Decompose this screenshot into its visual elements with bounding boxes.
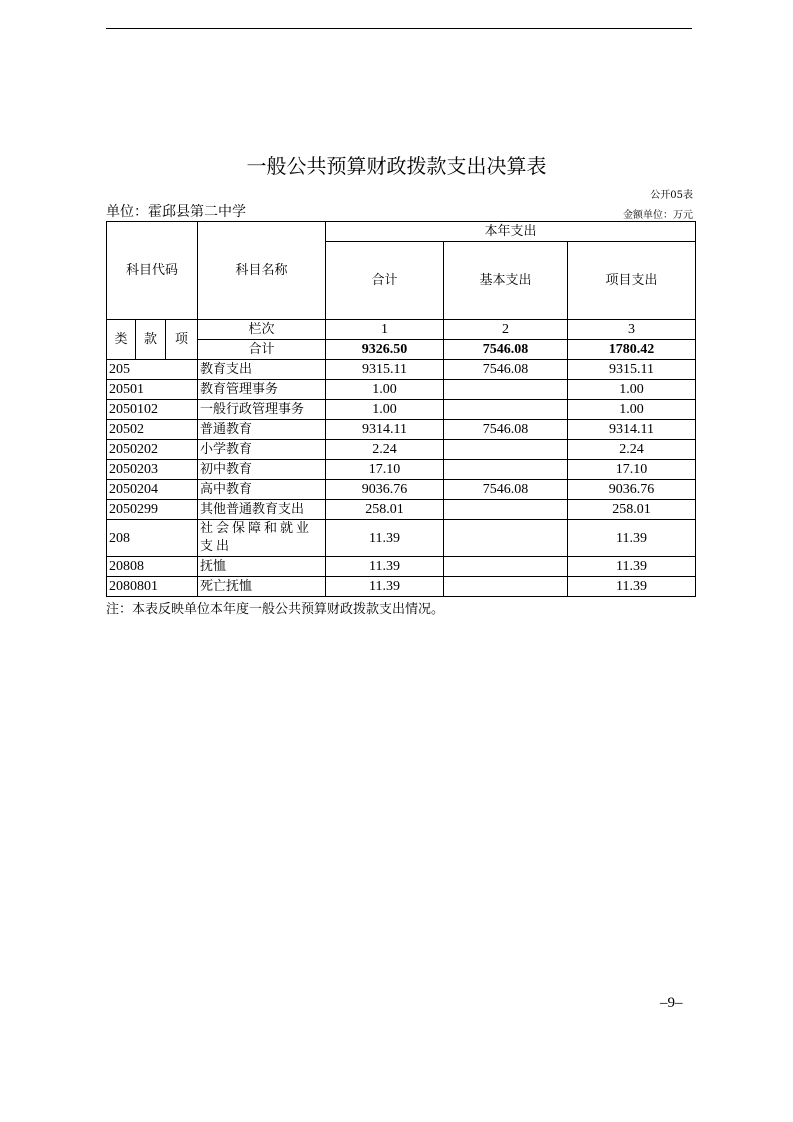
table-row [107, 480, 696, 500]
row-total: 1.00 [326, 380, 444, 400]
row-name: 普通教育 [198, 420, 326, 440]
header-kuan: 款 [136, 320, 166, 360]
sum-project: 1780.42 [568, 340, 696, 360]
row-basic [444, 577, 568, 597]
row-name: 初中教育 [198, 460, 326, 480]
sum-label: 合计 [198, 340, 326, 360]
table-row [107, 360, 696, 380]
row-name: 社会保障和就业支出 [198, 520, 326, 557]
row-code: 2050202 [107, 440, 198, 460]
row-project: 258.01 [568, 500, 696, 520]
column-2: 2 [444, 320, 568, 340]
table-row [107, 420, 696, 440]
header-project: 项目支出 [568, 242, 696, 320]
money-unit-label: 金额单位：万元 [623, 210, 693, 221]
row-basic [444, 460, 568, 480]
row-code: 205 [107, 360, 198, 380]
row-basic [444, 440, 568, 460]
sum-basic: 7546.08 [444, 340, 568, 360]
table-row [107, 400, 696, 420]
form-number: 公开05表 [650, 190, 693, 201]
row-total: 9036.76 [326, 480, 444, 500]
row-code: 2050203 [107, 460, 198, 480]
row-total: 1.00 [326, 400, 444, 420]
header-name: 科目名称 [198, 222, 326, 320]
column-label: 栏次 [198, 320, 326, 340]
row-project: 1.00 [568, 400, 696, 420]
unit-label: 单位：霍邱县第二中学 [106, 204, 246, 220]
row-total: 9315.11 [326, 360, 444, 380]
header-lei: 类 [107, 320, 136, 360]
row-name: 一般行政管理事务 [198, 400, 326, 420]
row-project: 1.00 [568, 380, 696, 400]
row-total: 2.24 [326, 440, 444, 460]
row-name: 死亡抚恤 [198, 577, 326, 597]
row-code: 2050204 [107, 480, 198, 500]
row-project: 2.24 [568, 440, 696, 460]
row-project: 9314.11 [568, 420, 696, 440]
row-project: 9315.11 [568, 360, 696, 380]
row-code: 2080801 [107, 577, 198, 597]
row-basic [444, 557, 568, 577]
table-note: 注：本表反映单位本年度一般公共预算财政拨款支出情况。 [106, 602, 445, 617]
table-row [107, 577, 696, 597]
table-row [107, 460, 696, 480]
row-code: 20502 [107, 420, 198, 440]
row-total: 17.10 [326, 460, 444, 480]
page-number: –9– [660, 995, 683, 1011]
table-row [107, 557, 696, 577]
row-name: 其他普通教育支出 [198, 500, 326, 520]
row-total: 258.01 [326, 500, 444, 520]
row-project: 9036.76 [568, 480, 696, 500]
header-xiang: 项 [166, 320, 198, 360]
table-row [107, 500, 696, 520]
row-basic [444, 520, 568, 557]
row-project: 11.39 [568, 577, 696, 597]
row-name: 抚恤 [198, 557, 326, 577]
row-basic: 7546.08 [444, 420, 568, 440]
row-basic [444, 380, 568, 400]
page-title: 一般公共预算财政拨款支出决算表 [246, 154, 547, 178]
row-name: 小学教育 [198, 440, 326, 460]
table-row [107, 520, 696, 557]
row-basic [444, 500, 568, 520]
expense-table [106, 221, 696, 597]
header-total: 合计 [326, 242, 444, 320]
column-3: 3 [568, 320, 696, 340]
sum-total: 9326.50 [326, 340, 444, 360]
row-code: 208 [107, 520, 198, 557]
row-code: 2050102 [107, 400, 198, 420]
row-name: 教育管理事务 [198, 380, 326, 400]
row-total: 11.39 [326, 520, 444, 557]
row-total: 11.39 [326, 577, 444, 597]
header-code: 科目代码 [107, 222, 198, 320]
header-year-expense: 本年支出 [326, 222, 696, 242]
row-total: 11.39 [326, 557, 444, 577]
row-project: 17.10 [568, 460, 696, 480]
row-name: 教育支出 [198, 360, 326, 380]
row-basic: 7546.08 [444, 360, 568, 380]
table-row [107, 440, 696, 460]
row-basic [444, 400, 568, 420]
column-1: 1 [326, 320, 444, 340]
row-code: 20808 [107, 557, 198, 577]
row-name: 高中教育 [198, 480, 326, 500]
header-rule [106, 28, 692, 29]
table-row [107, 380, 696, 400]
header-basic: 基本支出 [444, 242, 568, 320]
row-project: 11.39 [568, 520, 696, 557]
row-project: 11.39 [568, 557, 696, 577]
row-code: 20501 [107, 380, 198, 400]
row-code: 2050299 [107, 500, 198, 520]
row-total: 9314.11 [326, 420, 444, 440]
row-basic: 7546.08 [444, 480, 568, 500]
